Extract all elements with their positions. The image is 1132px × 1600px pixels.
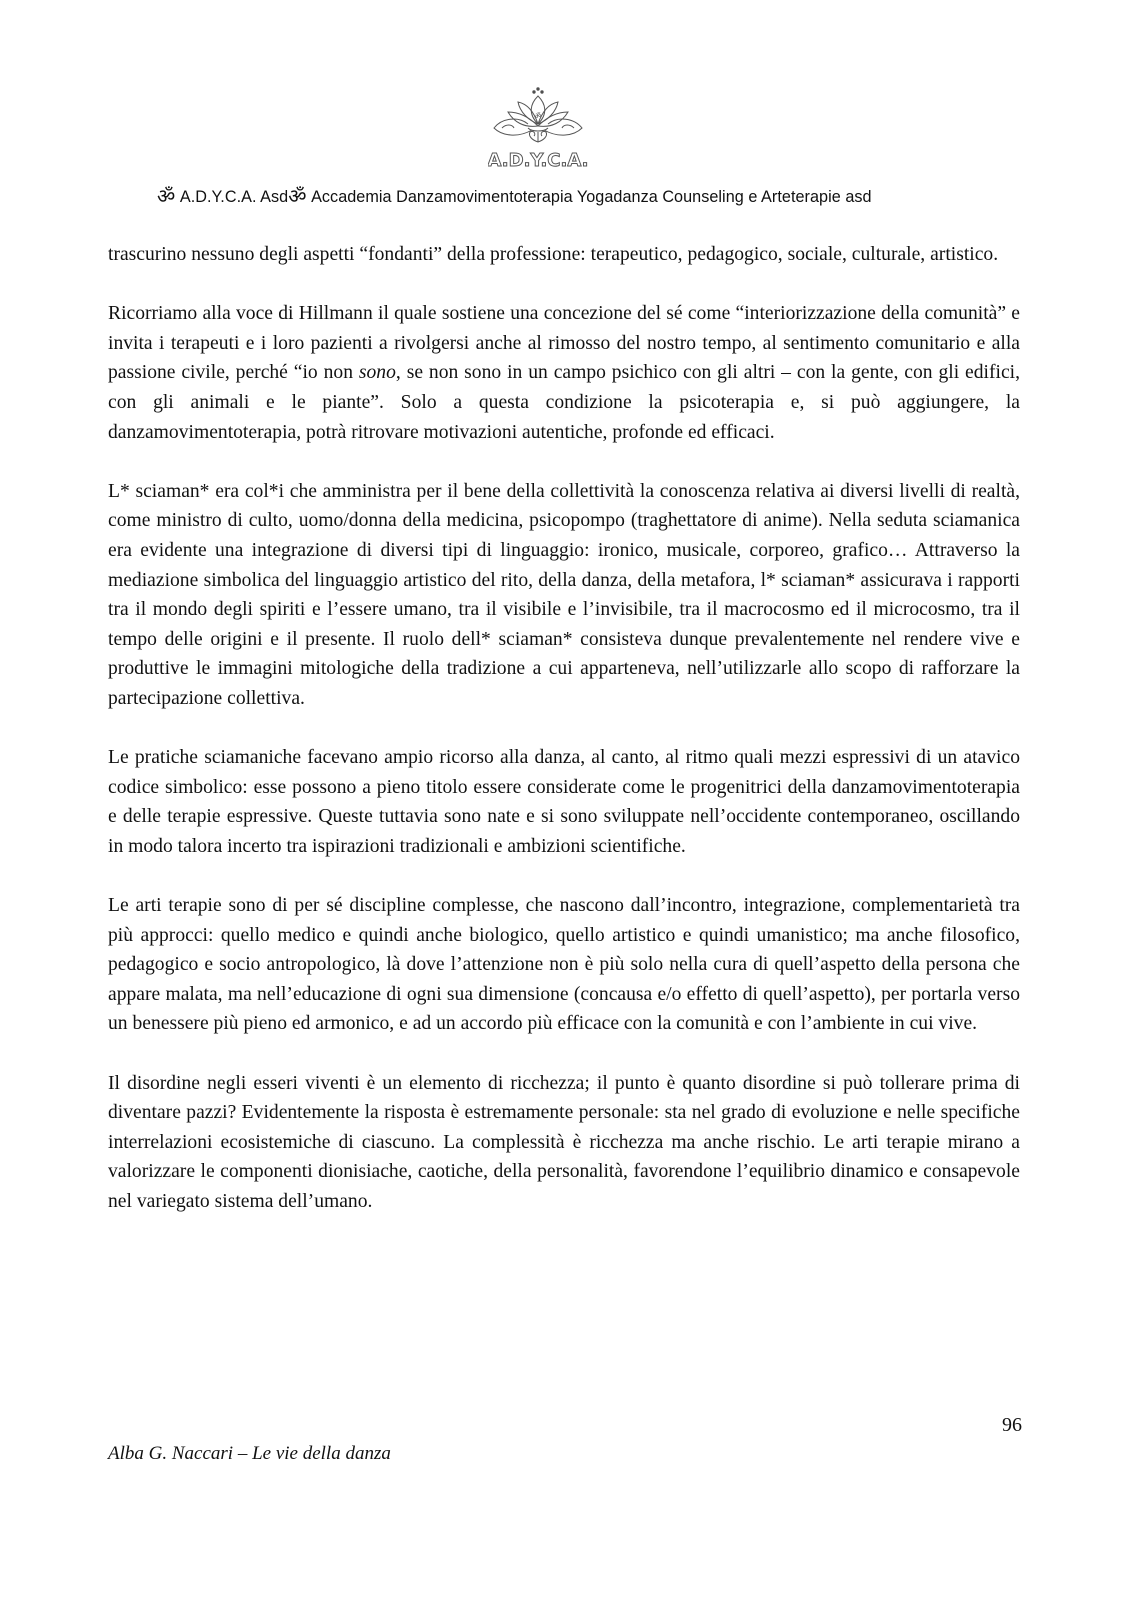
org-short-name: A.D.Y.C.A. Asd <box>175 188 289 206</box>
org-full-name: Accademia Danzamovimentoterapia Yogadanza Counseling e Arteterapie asd <box>306 188 872 206</box>
paragraph-text: , se non sono in un campo psichico con gli altri – con la gente, con gli edifici, con gli animali e le piante”. Solo a questa condizione la psicoterapia e, si può aggiungere, la danzamovimentoterapia, potrà ritrovare motivazioni autentiche, profonde ed efficaci. <box>108 362 1020 443</box>
paragraph: L* sciaman* era col*i che amministra per il bene della collettività la conoscenza relativa ai diversi livelli di realtà, come ministro di culto, uomo/donna della medicina, psicopompo (traghettatore di anime). Nella seduta sciamanica era evidente una integrazione di diversi tipi di linguaggio: ironico, musicale, corporeo, grafico… Attraverso la mediazione simbolica del linguaggio artistico del rito, della danza, della metafora, l* sciaman* assicurava i rapporti tra il mondo degli spiriti e l’essere umano, tra il visibile e l’invisibile, tra il macrocosmo ed il microcosmo, tra il tempo delle origini e il presente. Il ruolo dell* sciaman* consisteva dunque prevalentemente nel rendere vive e produttive le immagini mitologiche della tradizione a cui apparteneva, nell’utilizzarle allo scopo di rafforzare la partecipazione collettiva. <box>108 480 1020 709</box>
paragraph-text: Ricorriamo alla voce di Hillmann il quale sostiene una concezione del sé come “interiorizzazione della comunità” e invita i terapeuti e i loro pazienti a rivolgersi anche al rimosso del nostro tempo, al sentimento comunitario e alla passione civile, perché “io non <box>108 303 1020 384</box>
paragraph: Il disordine negli esseri viventi è un elemento di ricchezza; il punto è quanto disordine si può tollerare prima di diventare pazzi? Evidentemente la risposta è estremamente personale: sta nel grado di evoluzione e nelle specifiche interrelazioni ecosistemiche di ciascuno. La complessità è ricchezza ma anche rischio. Le arti terapie mirano a valorizzare le componenti dionisiache, caotiche, della personalità, favorendone l’equilibrio dinamico e consapevole nel variegato sistema dell’umano. <box>108 1072 1020 1212</box>
organization-header <box>157 182 987 209</box>
paragraph: trascurino nessuno degli aspetti “fondanti” della professione: terapeutico, pedagogico, sociale, culturale, artistico. <box>108 244 999 265</box>
svg-text:A.D.Y.C.A.: A.D.Y.C.A. <box>488 150 588 171</box>
emphasis-text: sono <box>358 362 396 384</box>
om-icon: ॐ <box>157 186 176 208</box>
lotus-icon <box>488 86 588 172</box>
om-icon: ॐ <box>288 186 307 208</box>
paragraph <box>108 299 1020 447</box>
svg-text:ॐ: ॐ <box>534 112 542 120</box>
page-number: 96 <box>1002 1414 1022 1436</box>
adyca-lotus-logo <box>488 86 588 172</box>
paragraph: Le pratiche sciamaniche facevano ampio ricorso alla danza, al canto, al ritmo quali mezzi espressivi di un atavico codice simbolico: esse possono a pieno titolo essere considerate come le progenitrici della danzamovimentoterapia e delle terapie espressive. Queste tuttavia sono nate e si sono sviluppate nell’occidente contemporaneo, oscillando in modo talora incerto tra ispirazioni tradizionali e ambizioni scientifiche. <box>108 747 1020 857</box>
body-text <box>108 240 1020 1246</box>
footer-author-title: Alba G. Naccari – Le vie della danza <box>108 1443 391 1464</box>
paragraph: Le arti terapie sono di per sé discipline complesse, che nascono dall’incontro, integrazione, complementarietà tra più approcci: quello medico e quindi anche biologico, quello artistico e quindi umanistico; ma anche filosofico, pedagogico e socio antropologico, là dove l’attenzione non è più solo nella cura di quell’aspetto della persona che appare malata, ma nell’educazione di ogni sua dimensione (concausa e/o effetto di quell’aspetto), per portarla verso un benessere più pieno ed armonico, e ad un accordo più efficace con la comunità e con l’ambiente in cui vive. <box>108 895 1020 1035</box>
